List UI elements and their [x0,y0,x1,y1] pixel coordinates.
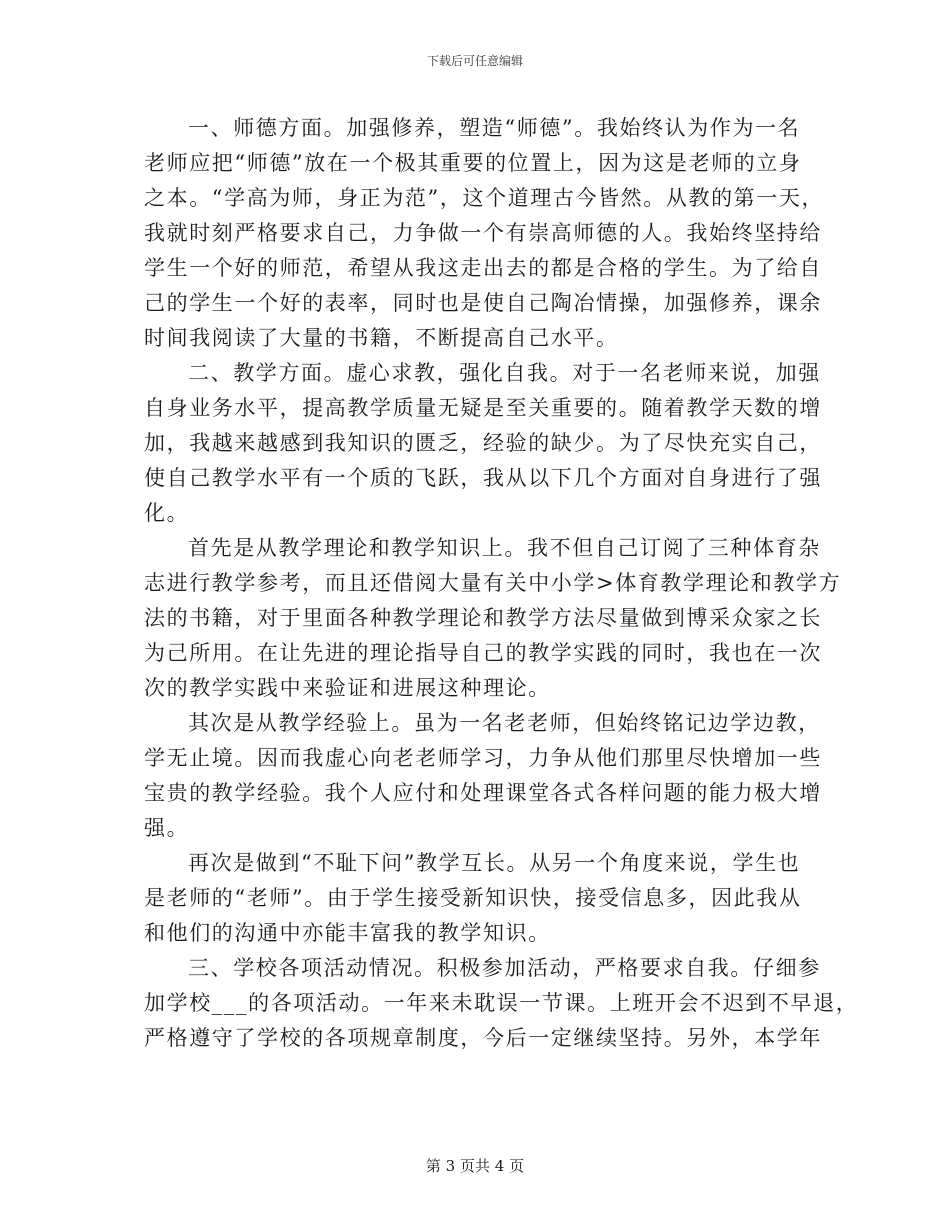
text-line: 学生一个好的师范，希望从我这走出去的都是合格的学生。为了给自 [144,256,822,280]
document-body [144,113,859,1058]
text-line: 为己所用。在让先进的理论指导自己的教学实践的同时，我也在一次 [144,641,822,665]
text-line: 强。 [144,816,190,840]
text-line: 严格遵守了学校的各项规章制度，今后一定继续坚持。另外，本学年 [144,1026,822,1050]
text-line: 之本。“学高为师，身正为范”，这个道理古今皆然。从教的第一天， [144,186,825,210]
text-line: 一、师德方面。加强修养，塑造“师德”。我始终认为作为一名 [188,116,801,140]
text-line: 二、教学方面。虚心求教，强化自我。对于一名老师来说，加强 [188,361,821,385]
text-line: 自身业务水平，提高教学质量无疑是至关重要的。随着教学天数的增 [144,396,822,420]
text-line: 和他们的沟通中亦能丰富我的教学知识。 [144,921,551,945]
text-line: 老师应把“师德”放在一个极其重要的位置上，因为这是老师的立身 [144,151,802,175]
text-line: 时间我阅读了大量的书籍，不断提高自己水平。 [144,326,619,350]
text-line: 是老师的“老师”。由于学生接受新知识快，接受信息多，因此我从 [144,886,802,910]
text-line: 己的学生一个好的表率，同时也是使自己陶冶情操，加强修养，课余 [144,291,822,315]
text-line: 使自己教学水平有一个质的飞跃，我从以下几个方面对自身进行了强 [144,466,822,490]
page-header: 下载后可任意编辑 [426,54,523,68]
text-line: 宝贵的教学经验。我个人应付和处理课堂各式各样问题的能力极大增 [144,781,822,805]
text-line: 其次是从教学经验上。虽为一名老老师，但始终铭记边学边教， [188,711,821,735]
text-line: 法的书籍，对于里面各种教学理论和教学方法尽量做到博采众家之长 [144,606,822,630]
text-line: 化。 [144,501,190,525]
text-line: 首先是从教学理论和教学知识上。我不但自己订阅了三种体育杂 [188,536,821,560]
text-line: 次的教学实践中来验证和进展这种理论。 [144,676,551,700]
text-line: 志进行教学参考，而且还借阅大量有关中小学>体育教学理论和教学方 [144,571,842,595]
text-line: 加，我越来越感到我知识的匮乏，经验的缺少。为了尽快充实自己， [144,431,822,455]
text-line: 加学校___的各项活动。一年来未耽误一节课。上班开会不迟到不早退， [144,991,859,1015]
text-line: 三、学校各项活动情况。积极参加活动，严格要求自我。仔细参 [188,956,821,980]
text-line: 再次是做到“不耻下问”教学互长。从另一个角度来说，学生也 [188,851,801,875]
page-number-footer: 第 3 页共 4 页 [425,1157,525,1175]
text-line: 我就时刻严格要求自己，力争做一个有崇高师德的人。我始终坚持给 [144,221,822,245]
text-line: 学无止境。因而我虚心向老老师学习，力争从他们那里尽快增加一些 [144,746,822,770]
